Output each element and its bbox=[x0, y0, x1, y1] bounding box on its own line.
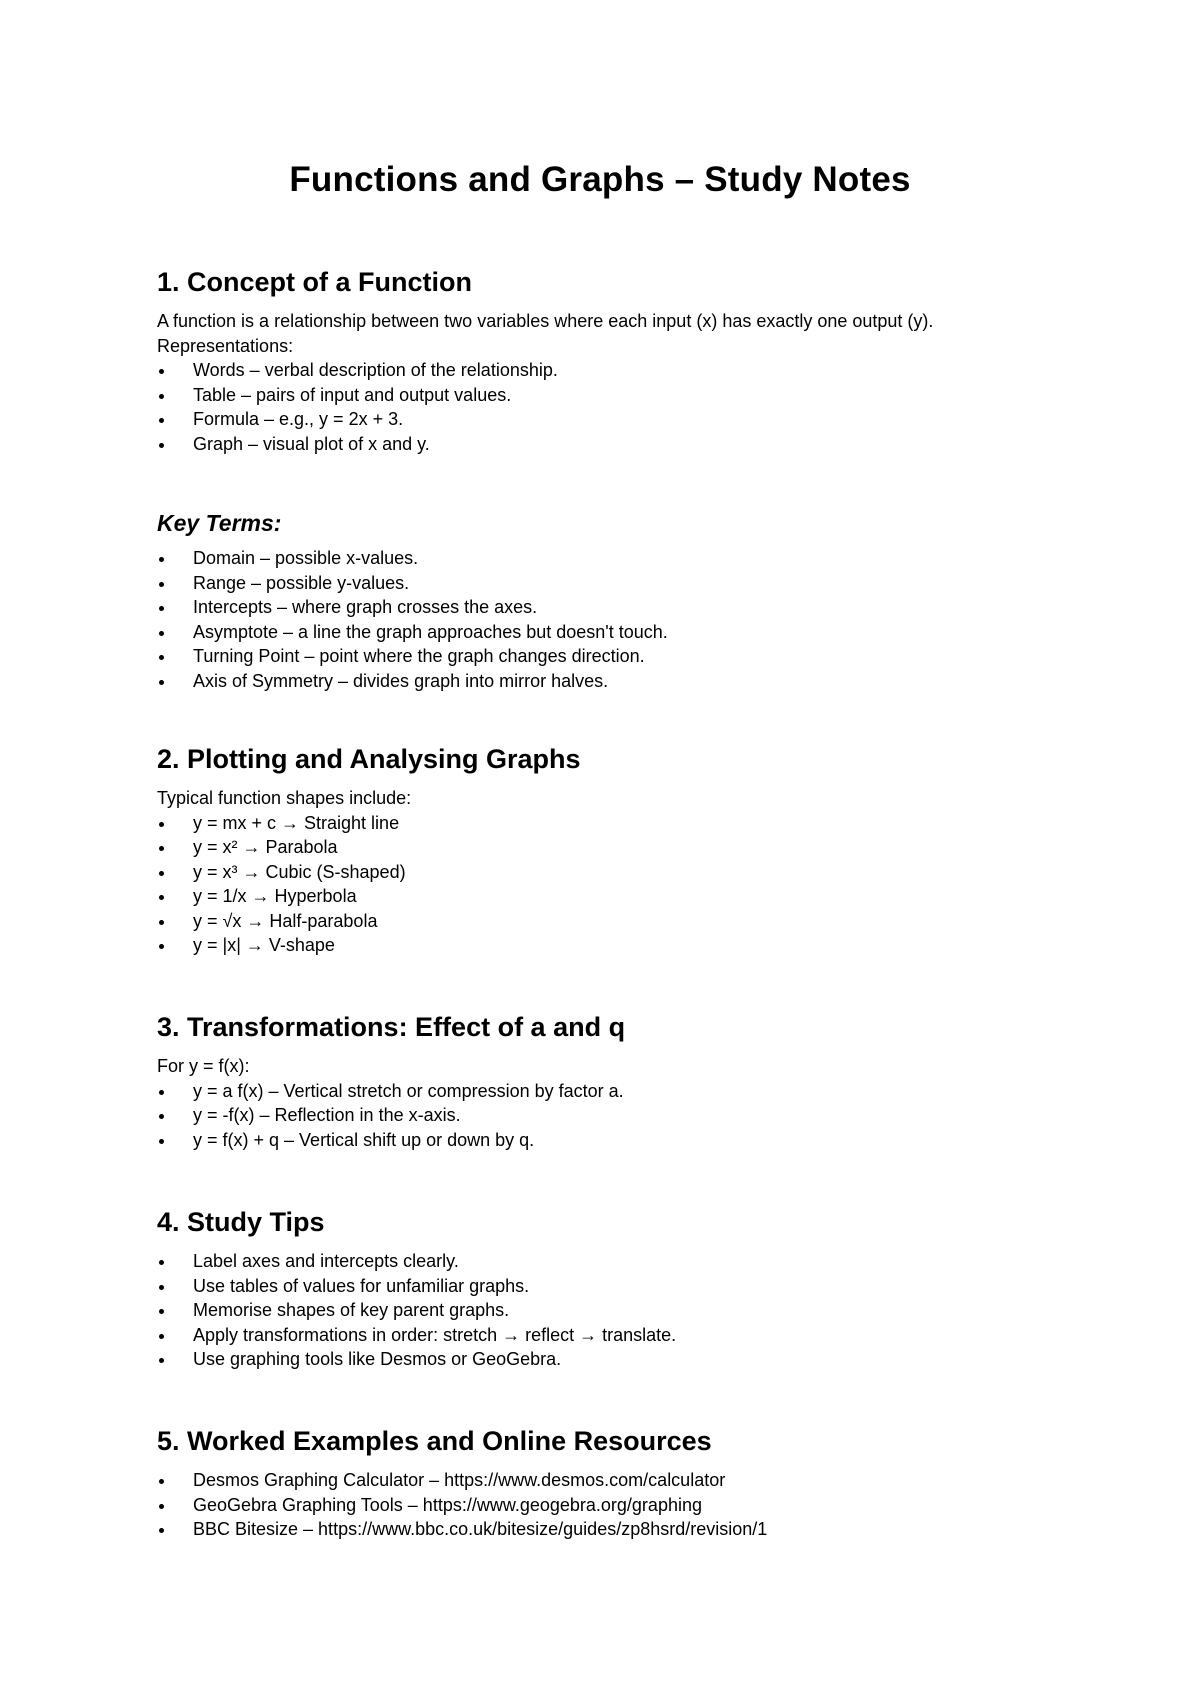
list-item bbox=[157, 1298, 1057, 1323]
list-item bbox=[157, 1323, 1057, 1348]
list-item-text: Use graphing tools like Desmos or GeoGebra. bbox=[193, 1349, 562, 1369]
list-item bbox=[157, 644, 1057, 669]
bullet-icon bbox=[159, 1528, 164, 1533]
bullet-icon bbox=[159, 846, 164, 851]
section-heading: 2. Plotting and Analysing Graphs bbox=[157, 744, 581, 774]
section-heading: 4. Study Tips bbox=[157, 1207, 325, 1237]
section-intro: For y = f(x): bbox=[157, 1056, 250, 1076]
bullet-icon bbox=[159, 920, 164, 925]
list-item bbox=[157, 1079, 1057, 1104]
bullet-icon bbox=[159, 1114, 164, 1119]
bullet-icon bbox=[159, 631, 164, 636]
section-subheading: Key Terms: bbox=[157, 510, 282, 536]
list-item-text: Use tables of values for unfamiliar graphs. bbox=[193, 1275, 530, 1296]
bullet-icon bbox=[159, 606, 164, 611]
list-item-text: Graph – visual plot of x and y. bbox=[193, 433, 430, 454]
bullet-icon bbox=[159, 394, 164, 399]
section-heading: 1. Concept of a Function bbox=[157, 267, 472, 297]
key-terms-list bbox=[157, 546, 1057, 693]
list-item bbox=[157, 1249, 1057, 1274]
section-key-terms bbox=[157, 508, 1057, 693]
list-item bbox=[157, 909, 1057, 934]
list-item-text: y = f(x) + q – Vertical shift up or down by q. bbox=[193, 1129, 535, 1150]
list-item-text: y = x² → Parabola bbox=[193, 837, 338, 857]
bullet-icon bbox=[159, 418, 164, 423]
function-shapes-list bbox=[157, 811, 1057, 958]
bullet-icon bbox=[159, 1090, 164, 1095]
list-item-text: Asymptote – a line the graph approaches but doesn't touch. bbox=[193, 621, 668, 642]
list-item-text: Formula – e.g., y = 2x + 3. bbox=[193, 409, 404, 429]
study-tips-list bbox=[157, 1249, 1057, 1372]
list-item bbox=[157, 669, 1057, 694]
bullet-icon bbox=[159, 443, 164, 448]
section-intro: Typical function shapes include: bbox=[157, 788, 412, 808]
bullet-icon bbox=[159, 582, 164, 587]
bullet-icon bbox=[159, 944, 164, 949]
list-item bbox=[157, 1468, 1057, 1493]
list-item bbox=[157, 358, 1057, 383]
section-intro: A function is a relationship between two variables where each input (x) has exactly one output (y). bbox=[157, 311, 934, 331]
bullet-icon bbox=[159, 557, 164, 562]
section-concept-of-function bbox=[157, 265, 1057, 456]
list-item bbox=[157, 811, 1057, 836]
list-item-text: y = a f(x) – Vertical stretch or compression by factor a. bbox=[193, 1080, 624, 1101]
bullet-icon bbox=[159, 1358, 164, 1363]
list-item-text: y = |x| → V-shape bbox=[193, 935, 335, 955]
list-item bbox=[157, 595, 1057, 620]
list-item bbox=[157, 1347, 1057, 1372]
section-study-tips bbox=[157, 1205, 1057, 1372]
list-item-text: Domain – possible x-values. bbox=[193, 548, 419, 568]
list-item bbox=[157, 1274, 1057, 1299]
bullet-icon bbox=[159, 895, 164, 900]
resources-list bbox=[157, 1468, 1057, 1542]
list-item bbox=[157, 383, 1057, 408]
bullet-icon bbox=[159, 1309, 164, 1314]
bullet-icon bbox=[159, 655, 164, 660]
bullet-icon bbox=[159, 871, 164, 876]
list-item-text: y = √x → Half-parabola bbox=[193, 910, 378, 931]
page-title: Functions and Graphs – Study Notes bbox=[289, 160, 911, 199]
list-item bbox=[157, 835, 1057, 860]
list-item bbox=[157, 884, 1057, 909]
list-item-text: Axis of Symmetry – divides graph into mirror halves. bbox=[193, 670, 609, 691]
list-item-text: y = -f(x) – Reflection in the x-axis. bbox=[193, 1105, 461, 1125]
list-item-text: y = mx + c → Straight line bbox=[193, 812, 400, 833]
section-plotting-graphs bbox=[157, 742, 1057, 958]
list-item bbox=[157, 546, 1057, 571]
list-item-text: Words – verbal description of the relationship. bbox=[193, 360, 558, 380]
list-item-text: Desmos Graphing Calculator – https://www.desmos.com/calculator bbox=[193, 1470, 726, 1490]
list-item bbox=[157, 571, 1057, 596]
list-item bbox=[157, 1103, 1057, 1128]
list-item bbox=[157, 1493, 1057, 1518]
bullet-icon bbox=[159, 1260, 164, 1265]
transformations-list bbox=[157, 1079, 1057, 1153]
list-item-text: Intercepts – where graph crosses the axes. bbox=[193, 597, 538, 617]
list-item-text: Label axes and intercepts clearly. bbox=[193, 1251, 459, 1271]
list-item-text: Memorise shapes of key parent graphs. bbox=[193, 1300, 510, 1320]
list-item-text: BBC Bitesize – https://www.bbc.co.uk/bitesize/guides/zp8hsrd/revision/1 bbox=[193, 1519, 768, 1539]
list-item-text: y = x³ → Cubic (S-shaped) bbox=[193, 861, 406, 882]
list-item bbox=[157, 1517, 1057, 1542]
section-transformations bbox=[157, 1010, 1057, 1152]
section-heading: 5. Worked Examples and Online Resources bbox=[157, 1426, 712, 1456]
bullet-icon bbox=[159, 1139, 164, 1144]
list-item bbox=[157, 1128, 1057, 1153]
bullet-icon bbox=[159, 369, 164, 374]
list-item-text: Apply transformations in order: stretch → reflect → translate. bbox=[193, 1324, 677, 1345]
list-item-text: Table – pairs of input and output values. bbox=[193, 384, 512, 405]
list-item bbox=[157, 860, 1057, 885]
list-item-text: Turning Point – point where the graph changes direction. bbox=[193, 646, 645, 666]
list-item-text: GeoGebra Graphing Tools – https://www.geogebra.org/graphing bbox=[193, 1494, 702, 1515]
list-item-text: y = 1/x → Hyperbola bbox=[193, 886, 357, 906]
bullet-icon bbox=[159, 1334, 164, 1339]
list-item bbox=[157, 933, 1057, 958]
section-heading: 3. Transformations: Effect of a and q bbox=[157, 1012, 626, 1042]
list-item-text: Range – possible y-values. bbox=[193, 572, 410, 593]
representations-list bbox=[157, 358, 1057, 456]
bullet-icon bbox=[159, 680, 164, 685]
bullet-icon bbox=[159, 1479, 164, 1484]
bullet-icon bbox=[159, 1285, 164, 1290]
representations-label: Representations: bbox=[157, 335, 294, 356]
bullet-icon bbox=[159, 1504, 164, 1509]
list-item bbox=[157, 620, 1057, 645]
bullet-icon bbox=[159, 822, 164, 827]
section-resources bbox=[157, 1424, 1057, 1542]
list-item bbox=[157, 432, 1057, 457]
list-item bbox=[157, 407, 1057, 432]
